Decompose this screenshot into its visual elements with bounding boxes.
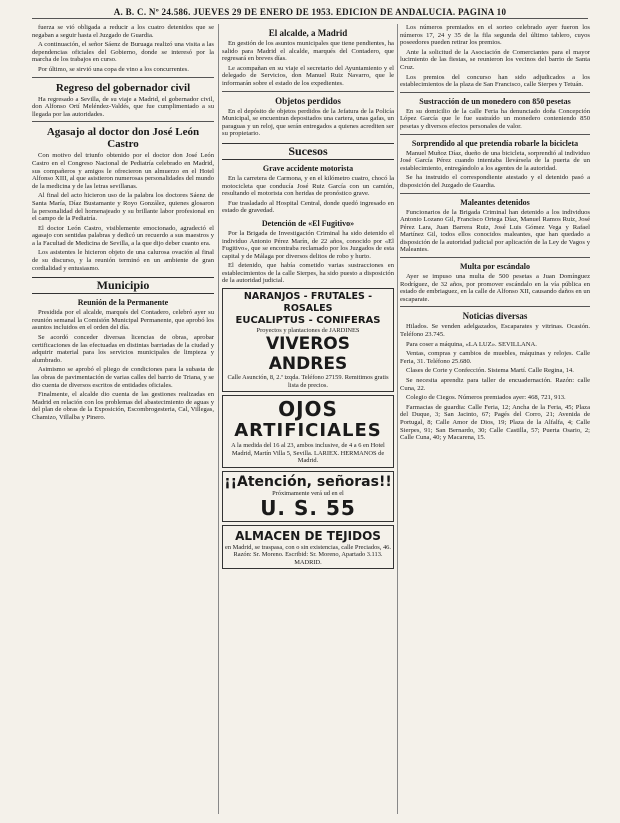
paragraph: En el depósito de objetos perdidos de la Jefatura de la Policía Municipal, se encuentran depositados una cartera, unas gafas, un paraguas y un reloj, que serán entregados a quienes acrediten ser su propietario. [222, 107, 394, 138]
paragraph: Finalmente, el alcalde dio cuenta de las gestiones realizadas en Madrid en relación con los problemas del abastecimiento de aguas y del plan de obras de la Exposición, Escombrogesteria, Cal, Villegas, Chamizo, Villalba y Pinero. [32, 391, 214, 421]
paragraph: Se necesita aprendiz para taller de encuadernación. Razón: calle Cuna, 22. [400, 377, 590, 392]
paragraph: Fue trasladado al Hospital Central, donde quedó ingresado en estado de gravedad. [222, 199, 394, 215]
column-divider [218, 24, 219, 814]
ad-almacen [222, 525, 394, 569]
ad-title: ¡¡Atención, señoras!! [224, 473, 392, 490]
ad-text: Próximamente verá ud en el [272, 489, 344, 497]
ad-title: OJOS [278, 397, 338, 422]
paragraph: En gestión de los asuntos municipales que tiene pendientes, ha salido para Madrid el alcalde, marqués del Contadero, que regresará en breves días. [222, 40, 394, 63]
headline-alcalde: El alcalde, a Madrid [268, 28, 348, 38]
column-left [32, 24, 214, 814]
divider [32, 77, 214, 78]
paragraph: A continuación, el señor Sáenz de Buruaga realizó una visita a las dependencias oficiales del Gobierno, donde se interesó por la marcha de los trabajos en curso. [32, 41, 214, 64]
divider [400, 134, 590, 135]
ad-subtitle: EUCALIPTUS - CONIFERAS [235, 315, 381, 327]
ad-text: en Madrid, se traspasa, con o sin existencias, calle Preciados, 46. Razón: Sr. Moreno. Escribid: Sr. Moreno, Apartado 3.113. MADRID. [225, 543, 391, 566]
paragraph: Ventas, compras y cambios de muebles, máquinas y relojes. Calle Feria, 31. Teléfono 25.680. [400, 350, 590, 365]
paragraph: Hilados. Se venden adelgazados, Escaparates y vitrinas. Ocasión. Teléfono 23.745. [400, 323, 590, 339]
ad-brand: U. S. 55 [260, 495, 356, 520]
ad-title: NARANJOS - FRUTALES - ROSALES [243, 291, 373, 315]
ad-text: Proyectos y plantaciones de JARDINES [256, 327, 360, 335]
column-middle [222, 24, 394, 814]
headline-permanente: Reunión de la Permanente [77, 298, 169, 308]
paragraph: Con motivo del triunfo obtenido por el doctor don José León Castro en el Congreso Nacional de Pediatría celebrado en Madrid, sus compañeros y amigos le ofrecieron un almuerzo en el Hotel Alfonso XIII, al que asistieron numerosas personalidades del mundo de la medicina y de las letras sevillanas. [32, 152, 214, 190]
headline-agasajo: Agasajo al doctor don José León Castro [46, 126, 200, 151]
headline-multa: Multa por escándalo [459, 262, 531, 272]
paragraph: Por último, se sirvió una copa de vino a los concurrentes. [38, 65, 189, 73]
paragraph: Colegio de Ciegos. Números premiados ayer: 468, 721, 913. [406, 394, 566, 402]
headline-maleantes: Maleantes detenidos [460, 197, 530, 207]
headline-accidente: Grave accidente motorista [262, 163, 354, 173]
paragraph: Ante la solicitud de la Asociación de Comerciantes para el mayor lucimiento de las fiestas, se reunieron los vecinos del barrio de Santa Cruz. [400, 48, 590, 71]
headline-gobernador: Regreso del gobernador civil [55, 81, 191, 94]
paragraph: Presidida por el alcalde, marqués del Contadero, celebró ayer su reunión semanal la Comisión Municipal Permanente, que aprobó los asuntos incluidos en el orden del día. [32, 309, 214, 332]
section-sucesos: Sucesos [222, 143, 394, 160]
paragraph: Los números premiados en el sorteo celebrado ayer fueron los números 17, 24 y 35 de la fila segunda del último tablero, cuyos poseedores pueden retirar los premios. [400, 24, 590, 47]
paragraph: Por la Brigada de Investigación Criminal ha sido detenido el individuo Antonio Pérez Marín, de 22 años, conocido por «El Fugitivo», que se encontraba reclamado por los Juzgados de esta capital y de Málaga por diversos delitos de robo y hurto. [222, 229, 394, 260]
paragraph: Al final del acto hicieron uso de la palabra los doctores Sáenz de Santa María, Díaz Bustamante y Royo González, quienes glosaron la personalidad del homenajeado y su brillante labor profesional en el campo de la Pediatría. [32, 192, 214, 223]
paragraph: Asimismo se aprobó el pliego de condiciones para la subasta de las obras de pavimentación de varias calles del barrio de Triana, y se dio cuenta de diversos escritos de entidades oficiales. [32, 366, 214, 389]
divider [400, 92, 590, 93]
ad-title: ALMACEN DE TEJIDOS [235, 528, 381, 543]
paragraph: Clases de Corte y Confección. Sistema Martí. Calle Regina, 14. [406, 367, 574, 375]
divider [400, 193, 590, 194]
ad-brand: VIVEROS ANDRES [265, 334, 351, 375]
page-header: A. B. C. Nº 24.586. JUEVES 29 DE ENERO DE 1953. EDICION DE ANDALUCIA. PAGINA 10 [32, 6, 588, 19]
paragraph: El detenido, que había cometido varias sustracciones en establecimientos de la calle Sierpes, ha sido puesto a disposición de la autoridad judicial. [222, 262, 394, 285]
headline-objetos: Objetos perdidos [275, 95, 341, 106]
paragraph: En su domicilio de la calle Feria ha denunciado doña Concepción López García que le fue sustraído un monedero conteniendo 850 pesetas y diversos efectos personales de valor. [400, 107, 590, 130]
paragraph: Manuel Muñoz Díaz, dueño de una bicicleta, sorprendió al individuo José García Pérez cuando intentaba llevársela de la puerta de un establecimiento, entregándolo a los agentes de la autoridad. [400, 149, 590, 172]
divider [222, 91, 394, 92]
headline-sustraccion: Sustracción de un monedero con 850 pesetas [419, 96, 571, 106]
paragraph: Farmacias de guardia: Calle Feria, 12; Ancha de la Feria, 45; Plaza del Duque, 3; San Jacinto, 67; Pagés del Corro, 21; Avenida de Portugal, 8; Calle Amor de Dios, 19; Plaza de la Alfalfa, 4; Calle Sierpes, 91; San Bernardo, 30; Calle Castilla, 57; Puerta Osario, 2; Calle Cuna, 40; y Macarena, 15. [400, 403, 590, 442]
ad-ojos [222, 395, 394, 467]
ad-viveros [222, 288, 394, 392]
headline-detencion: Detención de «El Fugitivo» [261, 218, 355, 228]
paragraph: Funcionarios de la Brigada Criminal han detenido a los individuos Antonio Lozano Gil, Francisco Ortega Díaz, Manuel Ramos Ruiz, José Pérez Lara, Juan Barrera Ruiz, José Luis Gómez Vega y Rafael Martínez Gil, todos ellos conocidos maleantes, que han quedado a disposición de la autoridad judicial por aplicación de la Ley de Vagos y Maleantes. [400, 208, 590, 254]
paragraph: Para coser a máquina, «LA LUZ». SEVILLANA. [406, 340, 537, 348]
ad-text: A la medida del 16 al 23, ambos inclusive, de 4 a 6 en Hotel Madrid, Martín Villa 5, Sevilla. LARIEX. HERMANOS de Madrid. [231, 442, 385, 465]
paragraph: Los asistentes le hicieron objeto de una calurosa ovación al final de su discurso, y la reunión terminó en un ambiente de gran cordialidad y entusiasmo. [32, 249, 214, 272]
ad-us55 [222, 471, 394, 522]
paragraph: Ayer se impuso una multa de 500 pesetas a Juan Domínguez Rodríguez, de 32 años, por promover escándalo en la vía pública en estado de embriaguez, en la calle de Alfonso XII, causando daños en un escaparate. [400, 273, 590, 303]
paragraph: fuerza se vió obligada a reducir a los cuatro detenidos que se negaban a seguir hasta el Juzgado de Guardia. [32, 24, 214, 39]
paragraph: Le acompañan en su viaje el secretario del Ayuntamiento y el delegado de Servicios, don Manuel Ruiz Navarro, que le informarán sobre el estado de los expedientes. [222, 64, 394, 87]
ad-title: ARTIFICIALES [234, 420, 382, 442]
section-municipio: Municipio [32, 277, 214, 294]
paragraph: Ha regresado a Sevilla, de su viaje a Madrid, el gobernador civil, don Alfonso Ortí Meléndez-Valdés, que fue cumplimentado a su llegada por las autoridades. [32, 95, 214, 118]
paragraph: Los premios del concurso han sido adjudicados a los establecimientos de la plaza de San Francisco, calle Sierpes y Tetuán. [400, 73, 590, 89]
headline-noticias: Noticias diversas [462, 311, 528, 322]
paragraph: Se ha instruido el correspondiente atestado y el detenido pasó a disposición del Juzgado de Guardia. [400, 174, 590, 189]
column-divider [397, 24, 398, 814]
ad-text: Calle Asunción, 8, 2.ª izqda. Teléfono 27159. Remitimos gratis lista de precios. [227, 374, 389, 389]
paragraph: En la carretera de Carmona, y en el kilómetro cuatro, chocó la motocicleta que conducía José Ruiz García con un camión, resultando el motorista con heridas de pronóstico grave. [222, 174, 394, 198]
paragraph: El doctor León Castro, visiblemente emocionado, agradeció el agasajo con sentidas palabras y dedicó un recuerdo a sus maestros y a la Facultad de Medicina de Sevilla, a la que dijo deber cuanto era. [32, 224, 214, 247]
column-right [400, 24, 590, 814]
divider [400, 257, 590, 258]
paragraph: Se acordó conceder diversas licencias de obras, aprobar certificaciones de las efectuadas en distintas barriadas de la ciudad y adquirir material para los servicios municipales de limpieza y alumbrado. [32, 334, 214, 364]
divider [400, 306, 590, 307]
headline-sorprende: Sorprendido al que pretendía robarle la bicicleta [411, 138, 579, 148]
divider [32, 121, 214, 122]
